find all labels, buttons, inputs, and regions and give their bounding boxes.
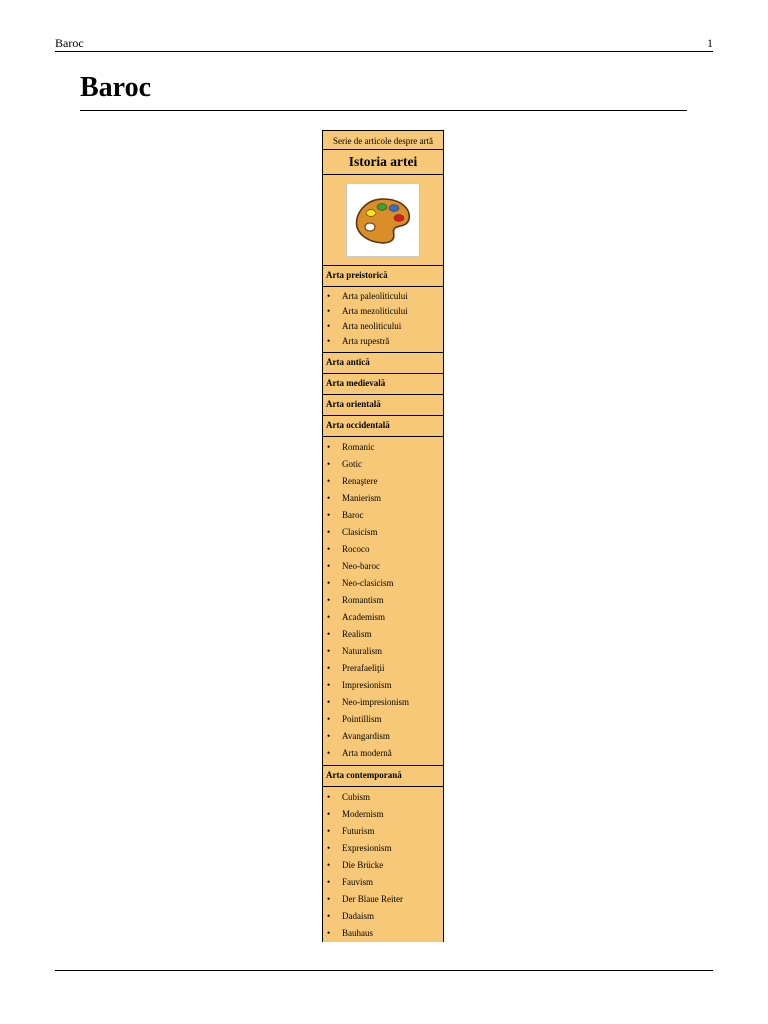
list-item[interactable]: • Expresionism: [323, 840, 443, 857]
image-frame[interactable]: [346, 183, 420, 257]
section-heading-occidentala[interactable]: Arta occidentală: [323, 416, 443, 437]
list-item[interactable]: • Arta mezoliticului: [323, 304, 443, 319]
list-item[interactable]: • Academism: [323, 609, 443, 626]
list-item[interactable]: • Manierism: [323, 490, 443, 507]
footer-divider: [55, 970, 713, 971]
list-item[interactable]: • Prerafaeliţii: [323, 660, 443, 677]
list-preistorica: [323, 287, 443, 352]
list-item[interactable]: • Avangardism: [323, 728, 443, 745]
list-item[interactable]: • Dadaism: [323, 908, 443, 925]
list-item[interactable]: • Neo-clasicism: [323, 575, 443, 592]
list-occidentala: [323, 437, 443, 765]
section-heading-preistorica[interactable]: Arta preistorică: [323, 266, 443, 287]
list-item[interactable]: • Rococo: [323, 541, 443, 558]
section-heading-contemporana[interactable]: Arta contemporană: [323, 766, 443, 787]
list-item[interactable]: • Romanic: [323, 439, 443, 456]
list-item[interactable]: • Pointillism: [323, 711, 443, 728]
list-item[interactable]: • Neo-baroc: [323, 558, 443, 575]
list-item[interactable]: • Gotic: [323, 456, 443, 473]
section-heading-medievala[interactable]: Arta medievală: [323, 374, 443, 395]
list-item[interactable]: • Fauvism: [323, 874, 443, 891]
list-item[interactable]: • Romantism: [323, 592, 443, 609]
navbox-image: [323, 175, 443, 266]
list-item[interactable]: • Baroc: [323, 507, 443, 524]
paint-palette-icon: [353, 195, 413, 245]
list-item[interactable]: • Realism: [323, 626, 443, 643]
list-item[interactable]: • Bauhaus: [323, 925, 443, 942]
navbox-title[interactable]: Istoria artei: [323, 150, 443, 175]
list-item[interactable]: • Arta rupestră: [323, 334, 443, 349]
list-contemporana: [323, 787, 443, 942]
list-item[interactable]: • Naturalism: [323, 643, 443, 660]
page-number: 1: [707, 36, 713, 50]
list-item[interactable]: • Arta modernă: [323, 745, 443, 762]
title-divider: [80, 110, 687, 111]
list-item[interactable]: • Renaştere: [323, 473, 443, 490]
list-item[interactable]: • Impresionism: [323, 677, 443, 694]
section-heading-antica[interactable]: Arta antică: [323, 353, 443, 374]
list-item[interactable]: • Modernism: [323, 806, 443, 823]
running-header: [55, 35, 713, 52]
section-heading-orientala[interactable]: Arta orientală: [323, 395, 443, 416]
running-title: Baroc: [55, 36, 84, 50]
list-item[interactable]: • Arta neoliticului: [323, 319, 443, 334]
list-item[interactable]: • Clasicism: [323, 524, 443, 541]
art-history-navbox: [322, 130, 444, 942]
list-item[interactable]: • Neo-impresionism: [323, 694, 443, 711]
list-item[interactable]: • Arta paleoliticului: [323, 289, 443, 304]
list-item[interactable]: • Der Blaue Reiter: [323, 891, 443, 908]
list-item[interactable]: • Futurism: [323, 823, 443, 840]
page-title: Baroc: [80, 72, 152, 103]
navbox-series-label: Serie de articole despre artă: [323, 131, 443, 150]
list-item[interactable]: • Cubism: [323, 789, 443, 806]
list-item[interactable]: • Die Brücke: [323, 857, 443, 874]
